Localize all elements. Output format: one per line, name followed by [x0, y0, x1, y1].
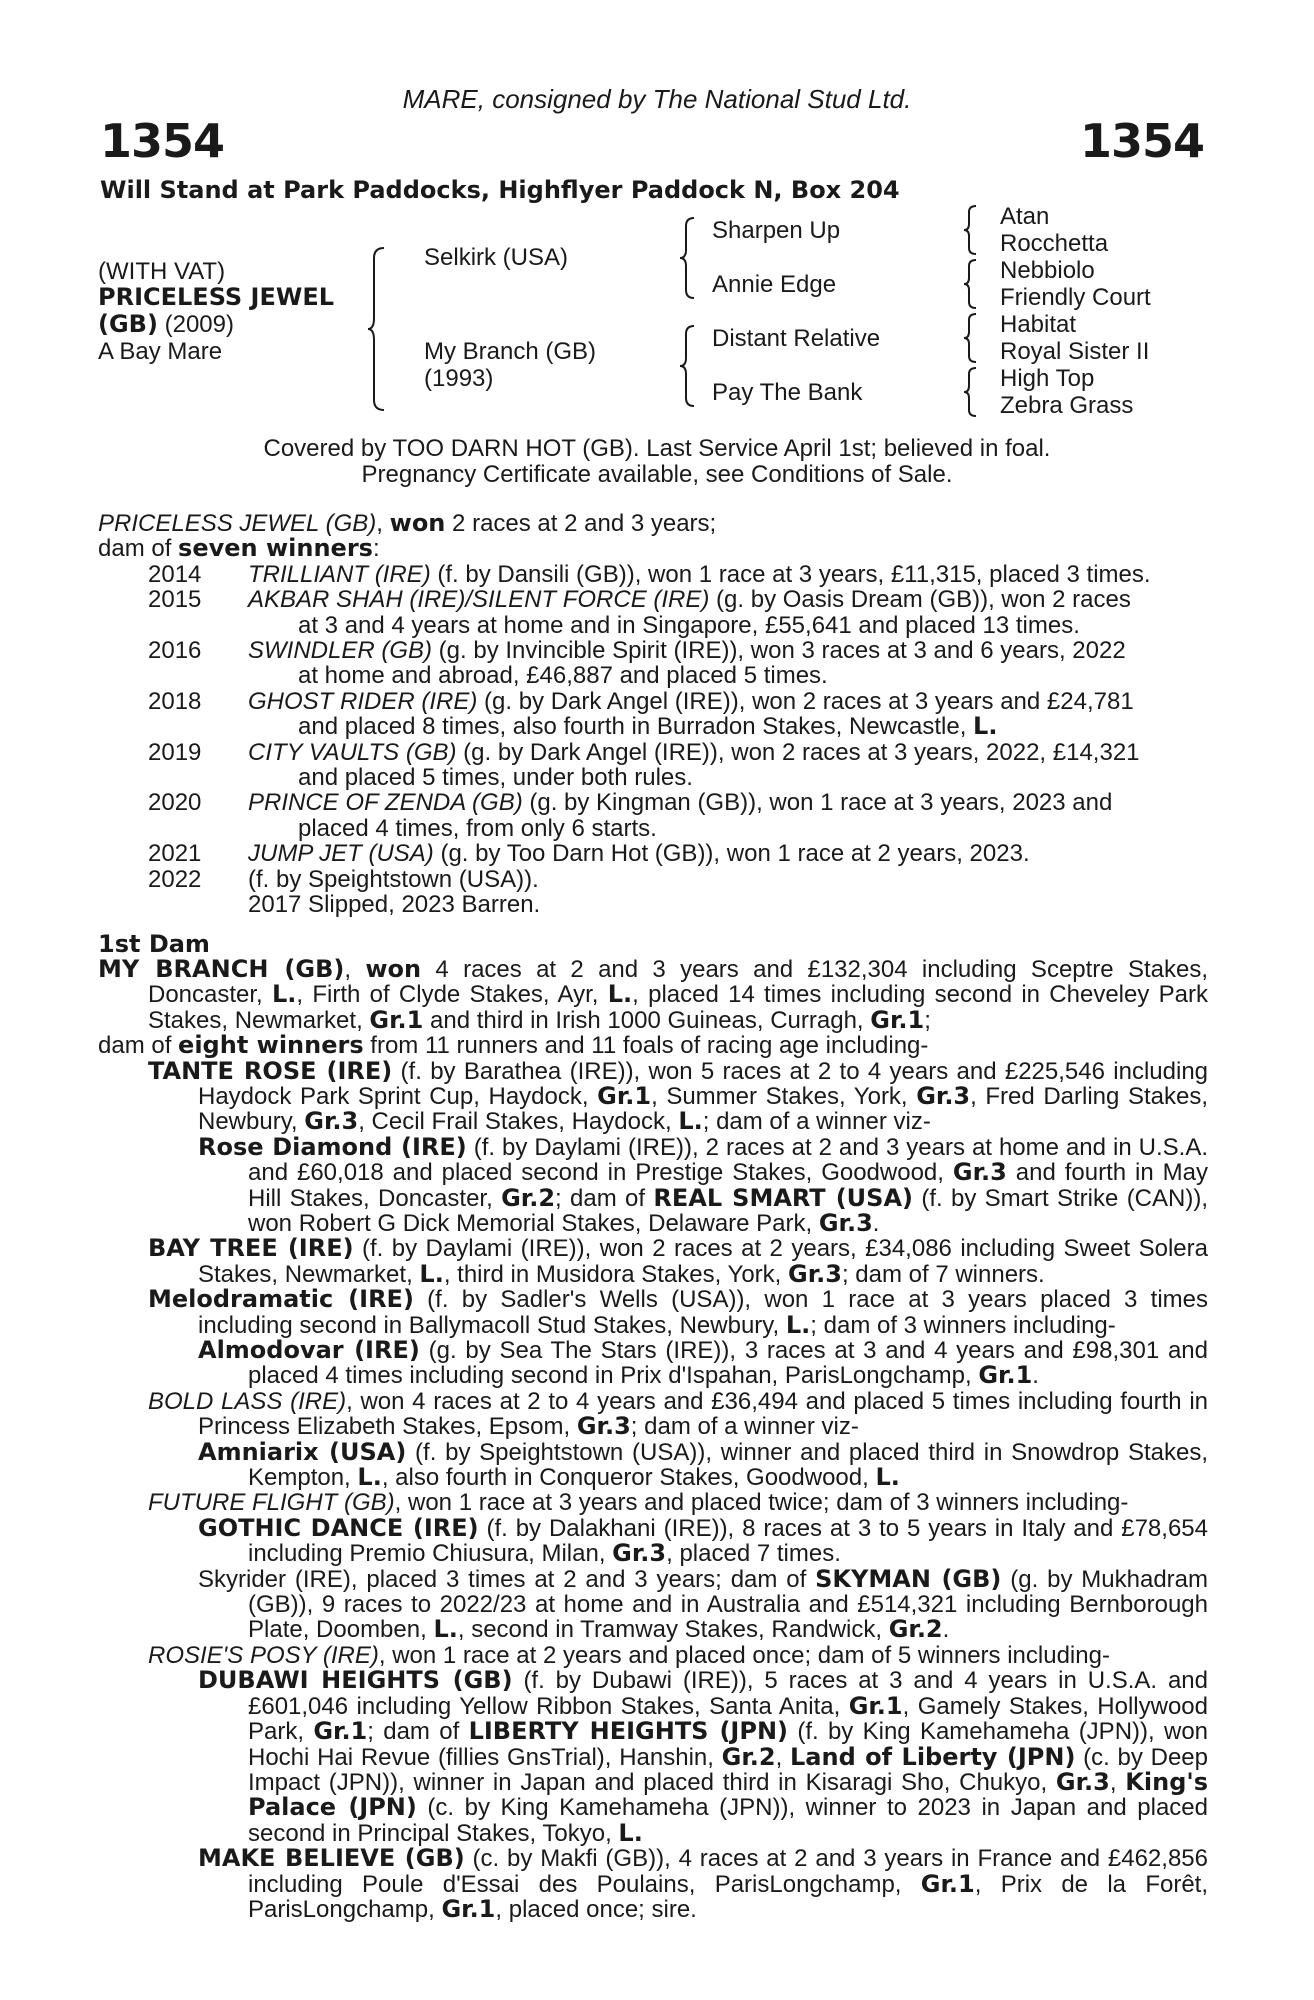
dam-sire: Distant Relative — [712, 325, 881, 352]
horse-name: Almodovar (IRE) — [198, 1336, 420, 1364]
horse-name: Rose Diamond (IRE) — [198, 1132, 467, 1161]
entry-future-flight: FUTURE FLIGHT (GB), won 1 race at 3 years and placed twice; dam of 3 winners including- — [148, 1489, 1129, 1517]
pedigree-brace-g4 — [962, 366, 980, 418]
pedigree-brace-main — [366, 246, 388, 412]
produce-name: SWINDLER (GB) — [248, 637, 433, 665]
covering-line: Covered by TOO DARN HOT (GB). Last Service April 1st; believed in foal. — [263, 435, 1051, 462]
produce-year: 2015 — [148, 586, 202, 614]
produce-continuation: 2017 Slipped, 2023 Barren. — [248, 891, 541, 919]
entry-bold-lass: BOLD LASS (IRE), won 4 races at 2 to 4 years and £36,494 and placed 5 times including fourth in Princess Elizabeth Stakes, Epsom, Gr.3; dam of a winner viz- — [148, 1387, 1208, 1441]
produce-row — [98, 562, 1208, 587]
produce-year: 2022 — [148, 865, 202, 893]
produce-row — [98, 790, 1208, 815]
lot-number-left: 1354 — [100, 114, 225, 168]
horse-name: BOLD LASS (IRE) — [148, 1387, 347, 1415]
produce-detail: (g. by Invincible Spirit (IRE)), won 3 races at 3 and 6 years, 2022 — [432, 637, 1126, 665]
race-grade: Gr.1 — [870, 1005, 925, 1034]
produce-continuation: placed 4 times, from only 6 starts. — [298, 814, 657, 842]
entry-gothic-dance: GOTHIC DANCE (IRE) (f. by Dalakhani (IRE)), 8 races at 3 to 5 years in Italy and £78,654 including Premio Chiusura, Milan, Gr.3, placed 7 times. — [198, 1513, 1208, 1568]
sire-sire: Sharpen Up — [712, 217, 841, 244]
dam-name: MY BRANCH (GB) — [98, 954, 345, 983]
produce-row — [98, 587, 1208, 612]
lot-number-right: 1354 — [1079, 114, 1204, 168]
vat-label: (WITH VAT) — [98, 258, 226, 285]
produce-row — [98, 867, 1208, 892]
won-label: won — [389, 509, 446, 537]
entry-bay-tree: BAY TREE (IRE) (f. by Daylami (IRE)), won 2 races at 2 years, £34,086 including Sweet Solera Stakes, Newmarket, L., third in Musidora Stakes, York, Gr.3; dam of 7 winners. — [148, 1234, 1208, 1288]
horse-name: FUTURE FLIGHT (GB) — [148, 1489, 395, 1517]
consignment-line: MARE, consigned by The National Stud Ltd. — [402, 84, 912, 114]
horse-name: TANTE ROSE (IRE) — [148, 1056, 393, 1085]
produce-continuation — [98, 714, 1208, 739]
produce-continuation: at home and abroad, £46,887 and placed 5 times. — [298, 662, 828, 690]
race-grade: L. — [272, 980, 297, 1009]
pedigree-brace-g1 — [962, 204, 980, 256]
produce-name: GHOST RIDER (IRE) — [248, 687, 478, 715]
race-grade: Gr.1 — [369, 1005, 424, 1034]
first-dam-heading: 1st Dam — [98, 929, 210, 958]
produce-year: 2014 — [148, 560, 202, 588]
produce-continuation: at 3 and 4 years at home and in Singapore, £55,641 and placed 13 times. — [298, 611, 1080, 639]
horse-name: Amniarix (USA) — [198, 1437, 407, 1466]
produce-continuation: and placed 5 times, under both rules. — [298, 764, 693, 792]
pedigree-brace-dam — [678, 324, 698, 408]
ancestor-1: Atan — [1000, 203, 1050, 230]
produce-name: PRINCE OF ZENDA (GB) — [248, 789, 523, 817]
horse-name — [98, 284, 334, 311]
horse-year: (2009) — [157, 311, 234, 338]
won-label: won — [365, 954, 422, 983]
pedigree-brace-g2 — [962, 258, 980, 310]
sire-name: Selkirk (USA) — [424, 244, 569, 271]
entry-skyrider: Skyrider (IRE), placed 3 times at 2 and 3 years; dam of SKYMAN (GB) (g. by Mukhadram (GB)), 9 races to 2022/23 at home and in Australia and £514,321 including Bernborough Plate, Doomben, L., second in Tramway Stakes, Randwick, Gr.2. — [198, 1564, 1209, 1644]
entry-almodovar: Almodovar (IRE) (g. by Sea The Stars (IRE)), 3 races at 3 and 4 years and £98,301 and placed 4 times including second in Prix d'Ispahan, ParisLongchamp, Gr.1. — [198, 1336, 1208, 1390]
horse-name: Melodramatic (IRE) — [148, 1285, 414, 1314]
produce-detail: (g. by Dark Angel (IRE)), won 2 races at 3 years and £24,781 — [477, 687, 1134, 715]
horse-name: ROSIE'S POSY (IRE) — [148, 1641, 379, 1669]
mare-name: PRICELESS JEWEL (GB) — [98, 510, 377, 537]
entry-rosies-posy: ROSIE'S POSY (IRE), won 1 race at 2 years and placed once; dam of 5 winners including- — [148, 1641, 1110, 1669]
comma: , — [376, 510, 390, 537]
ancestor-5: Habitat — [1000, 311, 1077, 338]
horse-name: BAY TREE (IRE) — [148, 1234, 354, 1263]
produce-name: AKBAR SHAH (IRE)/SILENT FORCE (IRE) — [248, 586, 710, 614]
pregnancy-line: Pregnancy Certificate available, see Conditions of Sale. — [361, 461, 953, 488]
produce-section — [98, 511, 1208, 1922]
entry-make-believe: MAKE BELIEVE (GB) (c. by Makfi (GB)), 4 races at 2 and 3 years in France and £462,856 including Poule d'Essai des Poulains, ParisLongchamp, Gr.1, Prix de la Forêt, ParisLongchamp, Gr.1, placed once; sire. — [198, 1844, 1208, 1923]
ancestor-4: Friendly Court — [1000, 284, 1151, 311]
produce-year: 2020 — [148, 789, 202, 817]
sire-dam: Annie Edge — [712, 271, 837, 298]
dam-of-line — [98, 536, 1208, 561]
produce-name: JUMP JET (USA) — [248, 840, 434, 868]
produce-row — [98, 740, 1208, 765]
dam-of-label: dam of — [98, 535, 179, 563]
stand-location: Will Stand at Park Paddocks, Highflyer Paddock N, Box 204 — [100, 176, 900, 204]
ancestor-8: Zebra Grass — [1000, 392, 1134, 419]
dam-of-winners: dam of eight winners from 11 runners and 11 foals of racing age including- — [98, 1031, 929, 1060]
ancestor-6: Royal Sister II — [1000, 338, 1150, 365]
produce-intro — [98, 511, 1208, 536]
produce-continuation-text: and placed 8 times, also fourth in Burradon Stakes, Newcastle, — [298, 713, 974, 741]
horse-description: A Bay Mare — [98, 338, 223, 365]
first-dam-record: MY BRANCH (GB), won 4 races at 2 and 3 years and £132,304 including Sceptre Stakes, Doncaster, L., Firth of Clyde Stakes, Ayr, L., placed 14 times including second in Cheveley Park Stakes, Newmarket, Gr.1 and third in Irish 1000 Guineas, Curragh, Gr.1; — [98, 954, 1209, 1034]
produce-detail: (g. by Kingman (GB)), won 1 race at 3 years, 2023 and — [522, 789, 1113, 817]
horse-country-year — [98, 311, 234, 338]
horse-name: GOTHIC DANCE (IRE) — [198, 1513, 479, 1542]
horse-name: SKYMAN (GB) — [815, 1564, 1002, 1593]
produce-detail: (g. by Dark Angel (IRE)), won 2 races at 3 years, 2022, £14,321 — [456, 738, 1140, 766]
ancestor-3: Nebbiolo — [1000, 257, 1095, 284]
horse-country: (GB) — [98, 310, 158, 338]
entry-dubawi-heights: DUBAWI HEIGHTS (GB) (f. by Dubawi (IRE)), 5 races at 3 and 4 years in U.S.A. and £601,046 including Yellow Ribbon Stakes, Santa Anita, Gr.1, Gamely Stakes, Hollywood Park, Gr.1; dam of LIBERTY HEIGHTS (JPN) (f. by King Kamehameha (JPN)), won Hochi Hai Revue (fillies GnsTrial), Hanshin, Gr.2, Land of Liberty (JPN) (c. by Deep Impact (JPN)), winner in Japan and placed third in Kisaragi Sho, Chukyo, Gr.3, King's Palace (JPN) (c. by King Kamehameha (JPN)), winner to 2023 in Japan and placed second in Principal Stakes, Tokyo, L. — [198, 1666, 1209, 1847]
dam-dam: Pay The Bank — [712, 379, 863, 406]
dam-year: (1993) — [424, 365, 494, 392]
produce-name: CITY VAULTS (GB) — [248, 738, 457, 766]
intro-text: 2 races at 2 and 3 years; — [445, 510, 717, 537]
produce-detail: (f. by Dansili (GB)), won 1 race at 3 years, £11,315, placed 3 times. — [430, 560, 1151, 588]
colon: : — [372, 535, 380, 563]
produce-year: 2018 — [148, 687, 202, 715]
horse-name: DUBAWI HEIGHTS (GB) — [198, 1666, 513, 1695]
entry-melodramatic: Melodramatic (IRE) (f. by Sadler's Wells (USA)), won 1 race at 3 years placed 3 times including second in Ballymacoll Stud Stakes, Newbury, L.; dam of 3 winners including- — [148, 1285, 1209, 1339]
seven-winners: seven winners — [178, 534, 373, 563]
horse-name-text: PRICELESS JEWEL — [98, 283, 335, 311]
race-grade: L. — [607, 980, 633, 1009]
produce-detail: (f. by Speightstown (USA)). — [248, 865, 539, 893]
produce-row — [98, 638, 1208, 663]
pedigree-brace-sire — [678, 216, 698, 300]
entry-amniarix: Amniarix (USA) (f. by Speightstown (USA)), winner and placed third in Snowdrop Stakes, Kempton, L., also fourth in Conqueror Stakes, Goodwood, L. — [198, 1437, 1208, 1492]
horse-name: MAKE BELIEVE (GB) — [198, 1844, 465, 1873]
race-grade: L. — [973, 712, 998, 741]
entry-tante-rose: TANTE ROSE (IRE) (f. by Barathea (IRE)), won 5 races at 2 to 4 years and £225,546 including Haydock Park Sprint Cup, Haydock, Gr.1, Summer Stakes, York, Gr.3, Fred Darling Stakes, Newbury, Gr.3, Cecil Frail Stakes, Haydock, L.; dam of a winner viz- — [148, 1056, 1209, 1136]
produce-detail: (g. by Oasis Dream (GB)), won 2 races — [709, 586, 1131, 614]
produce-year: 2019 — [148, 738, 202, 766]
produce-year: 2021 — [148, 840, 202, 868]
ancestor-2: Rocchetta — [1000, 230, 1109, 257]
dam-name: My Branch (GB) — [424, 338, 597, 365]
produce-detail: (g. by Too Darn Hot (GB)), won 1 race at 2 years, 2023. — [433, 840, 1030, 868]
ancestor-7: High Top — [1000, 365, 1095, 392]
eight-winners: eight winners — [178, 1031, 364, 1060]
produce-year: 2016 — [148, 637, 202, 665]
produce-row — [98, 841, 1208, 866]
produce-row — [98, 689, 1208, 714]
entry-rose-diamond: Rose Diamond (IRE) (f. by Daylami (IRE)), 2 races at 2 and 3 years at home and in U.S.A. and £60,018 and placed second in Prestige Stakes, Goodwood, Gr.3 and fourth in May Hill Stakes, Doncaster, Gr.2; dam of REAL SMART (USA) (f. by Smart Strike (CAN)), won Robert G Dick Memorial Stakes, Delaware Park, Gr.3. — [198, 1132, 1209, 1237]
pedigree-brace-g3 — [962, 312, 980, 364]
produce-name: TRILLIANT (IRE) — [248, 560, 431, 588]
